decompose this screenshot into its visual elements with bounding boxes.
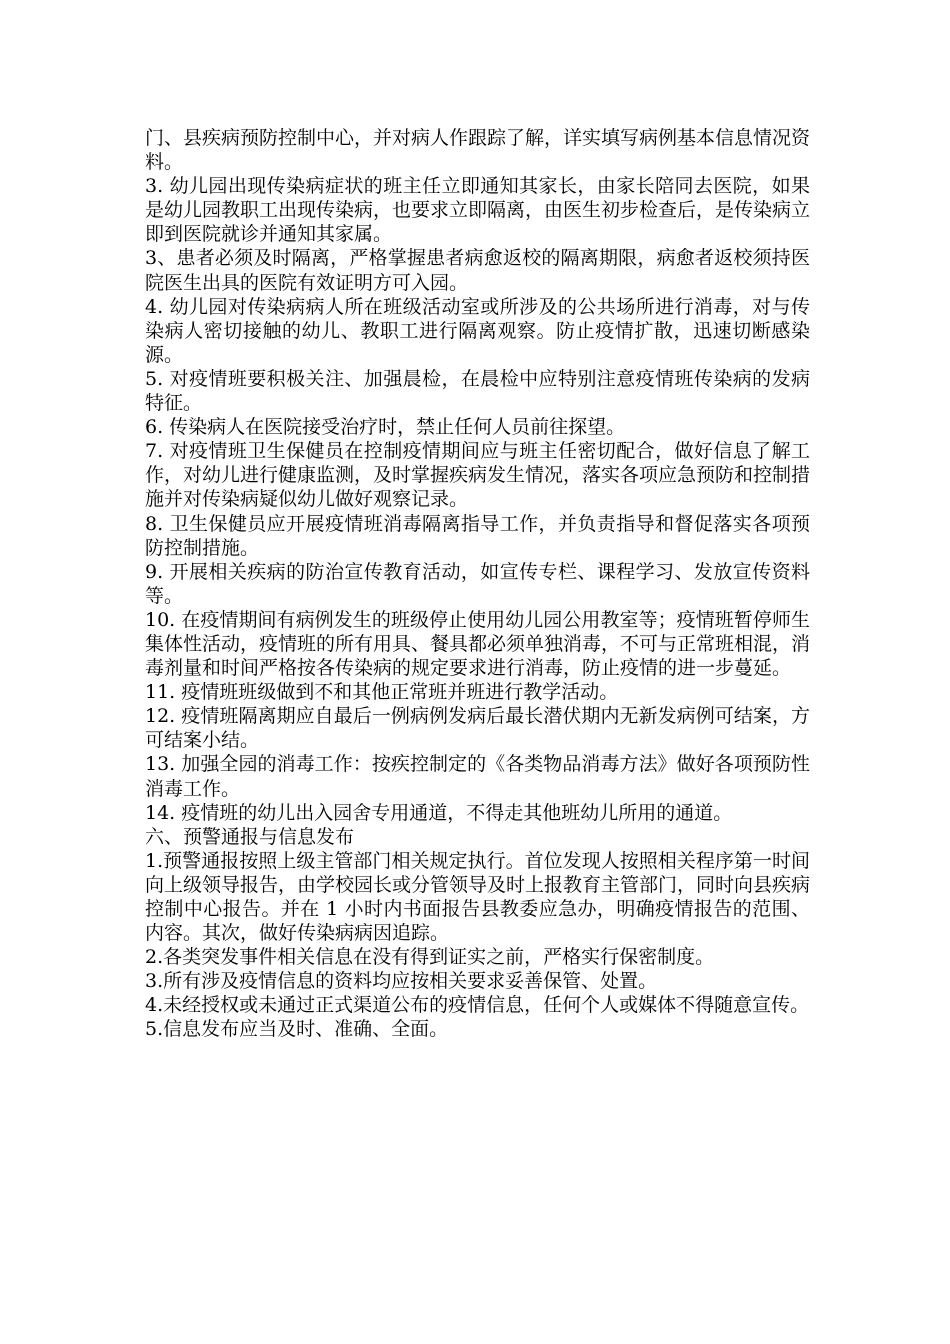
paragraph-item-9: 9. 开展相关疾病的防治宣传教育活动，如宣传专栏、课程学习、发放宣传资料等。 — [145, 560, 810, 607]
paragraph-item-3-isolation: 3、患者必须及时隔离，严格掌握患者病愈返校的隔离期限，病愈者返校须持医院医生出具的医院有效证明方可入园。 — [145, 247, 810, 294]
paragraph-item-6: 6. 传染病人在医院接受治疗时，禁止任何人员前往探望。 — [145, 416, 626, 439]
paragraph-item-12: 12. 疫情班隔离期应自最后一例病例发病后最长潜伏期内无新发病例可结案，方可结案小结。 — [145, 705, 810, 752]
document-body — [145, 126, 810, 1042]
paragraph-continuation: 门、县疾病预防控制中心，并对病人作跟踪了解，详实填写病例基本信息情况资料。 — [145, 127, 811, 174]
paragraph-item-7: 7. 对疫情班卫生保健员在控制疫情期间应与班主任密切配合，做好信息了解工作，对幼儿进行健康监测，及时掌握疾病发生情况，落实各项应急预防和控制措施并对传染病疑似幼儿做好观察记录。 — [145, 440, 811, 511]
paragraph-item-3-notify-parents: 3. 幼儿园出现传染病症状的班主任立即通知其家长，由家长陪同去医院，如果是幼儿园教职工出现传染病，也要求立即隔离，由医生初步检查后，是传染病立即到医院就诊并通知其家属。 — [145, 175, 811, 246]
paragraph-item-13: 13. 加强全园的消毒工作：按疾控制定的《各类物品消毒方法》做好各项预防性消毒工作。 — [145, 753, 810, 800]
paragraph-item-5: 5. 对疫情班要积极关注、加强晨检，在晨检中应特别注意疫情班传染病的发病特征。 — [145, 367, 810, 415]
paragraph-section6-item-1: 1.预警通报按照上级主管部门相关规定执行。首位发现人按照相关程序第一时间向上级领导报告，由学校园长或分管领导及时上报教育主管部门，同时向县疾病控制中心报告。并在 1 小时内书面报告县教委应急办，明确疫情报告的范围、内容。其次，做好传染病病因追踪。 — [145, 849, 811, 945]
section-heading-6: 六、预警通报与信息发布 — [145, 825, 355, 848]
paragraph-section6-item-2: 2.各类突发事件相关信息在没有得到证实之前，严格实行保密制度。 — [145, 946, 715, 969]
paragraph-section6-item-5: 5.信息发布应当及时、准确、全面。 — [145, 1018, 449, 1041]
paragraph-section6-item-3: 3.所有涉及疫情信息的资料均应按相关要求妥善保管、处置。 — [145, 970, 658, 993]
paragraph-section6-item-4: 4.未经授权或未通过正式渠道公布的疫情信息，任何个人或媒体不得随意宣传。 — [145, 994, 810, 1017]
paragraph-item-8: 8. 卫生保健员应开展疫情班消毒隔离指导工作，并负责指导和督促落实各项预防控制措施。 — [145, 512, 810, 559]
paragraph-item-10: 10. 在疫情期间有病例发生的班级停止使用幼儿园公用教室等；疫情班暂停师生集体性活动，疫情班的所有用具、餐具都必须单独消毒，不可与正常班相混，消毒剂量和时间严格按各传染病的规定要求进行消毒，防止疫情的进一步蔓延。 — [145, 608, 811, 680]
paragraph-item-4: 4. 幼儿园对传染病病人所在班级活动室或所涉及的公共场所进行消毒，对与传染病人密切接触的幼儿、教职工进行隔离观察。防止疫情扩散，迅速切断感染源。 — [145, 295, 810, 366]
paragraph-item-11: 11. 疫情班班级做到不和其他正常班并班进行教学活动。 — [145, 681, 619, 704]
paragraph-item-14: 14. 疫情班的幼儿出入园舍专用通道，不得走其他班幼儿所用的通道。 — [145, 801, 733, 824]
